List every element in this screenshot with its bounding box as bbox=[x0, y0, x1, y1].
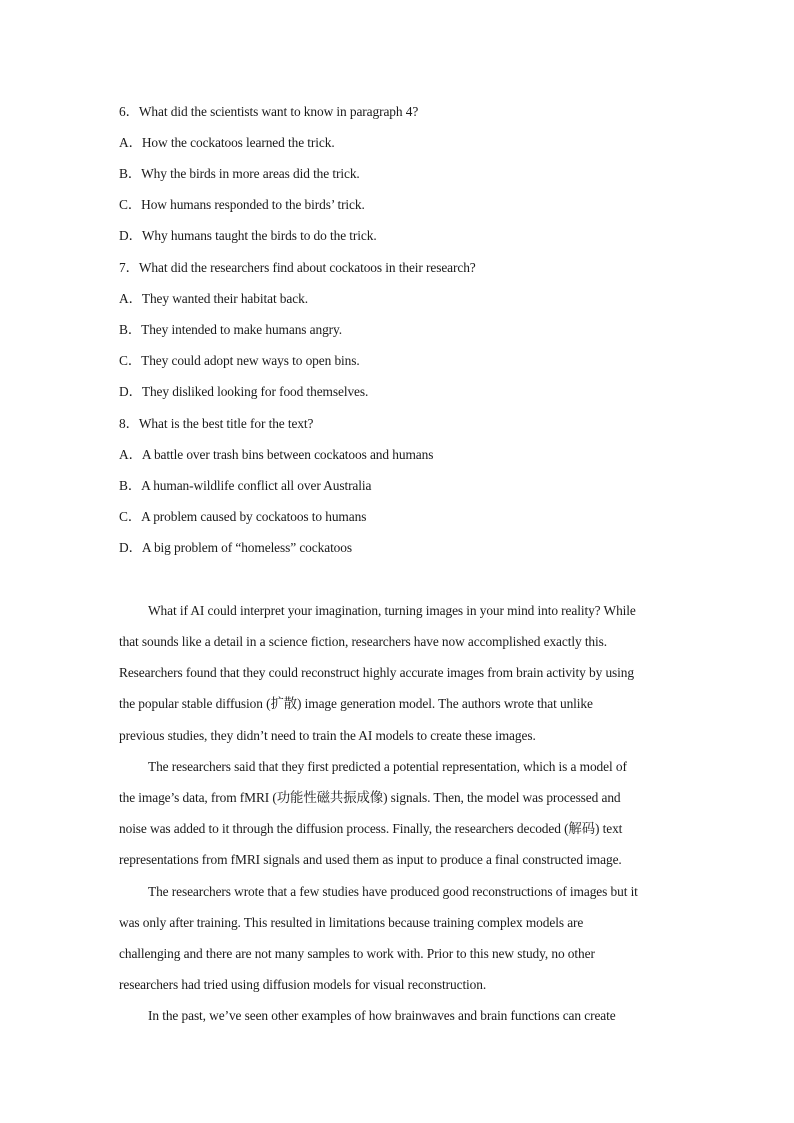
question-8-option-c: C．A problem caused by cockatoos to humans bbox=[119, 509, 367, 524]
passage-p4-line: In the past, we’ve seen other examples of how brainwaves and brain functions can create bbox=[148, 1008, 616, 1023]
passage-p2-line: representations from fMRI signals and used them as input to produce a final constructed image. bbox=[119, 852, 622, 867]
question-6-option-d: D．Why humans taught the birds to do the trick. bbox=[119, 228, 377, 243]
passage-p1-line: previous studies, they didn’t need to train the AI models to create these images. bbox=[119, 728, 536, 743]
question-6-option-b: B．Why the birds in more areas did the trick. bbox=[119, 166, 360, 181]
passage-p3-line: The researchers wrote that a few studies have produced good reconstructions of images but it bbox=[148, 884, 638, 899]
passage-p3-line: challenging and there are not many samples to work with. Prior to this new study, no other bbox=[119, 946, 595, 961]
passage-p2-line: the image’s data, from fMRI (功能性磁共振成像) signals. Then, the model was processed and bbox=[119, 790, 621, 805]
question-6-option-c: C．How humans responded to the birds’ trick. bbox=[119, 197, 365, 212]
question-8-option-a: A．A battle over trash bins between cockatoos and humans bbox=[119, 447, 434, 462]
question-7-option-b: B．They intended to make humans angry. bbox=[119, 322, 343, 337]
question-6-stem: 6．What did the scientists want to know in paragraph 4? bbox=[119, 104, 419, 119]
question-7-option-a: A．They wanted their habitat back. bbox=[119, 291, 308, 306]
passage-p1-line: that sounds like a detail in a science fiction, researchers have now accomplished exactly this. bbox=[119, 634, 608, 649]
passage-p2-line: noise was added to it through the diffusion process. Finally, the researchers decoded (解码) text bbox=[119, 821, 623, 836]
question-8-option-b: B．A human-wildlife conflict all over Australia bbox=[119, 478, 372, 493]
question-7-stem: 7．What did the researchers find about cockatoos in their research? bbox=[119, 260, 476, 275]
passage-p3-line: was only after training. This resulted in limitations because training complex models are bbox=[119, 915, 584, 930]
question-6-option-a: A．How the cockatoos learned the trick. bbox=[119, 135, 335, 150]
question-8-option-d: D．A big problem of “homeless” cockatoos bbox=[119, 540, 352, 555]
question-7-option-d: D．They disliked looking for food themselves. bbox=[119, 384, 369, 399]
passage-p1-line: What if AI could interpret your imagination, turning images in your mind into reality? While bbox=[148, 603, 636, 618]
passage-p1-line: Researchers found that they could reconstruct highly accurate images from brain activity by using bbox=[119, 665, 634, 680]
question-7-option-c: C．They could adopt new ways to open bins. bbox=[119, 353, 360, 368]
passage-p1-line: the popular stable diffusion (扩散) image generation model. The authors wrote that unlike bbox=[119, 696, 593, 711]
passage-p2-line: The researchers said that they first predicted a potential representation, which is a model of bbox=[148, 759, 627, 774]
passage-p3-line: researchers had tried using diffusion models for visual reconstruction. bbox=[119, 977, 487, 992]
question-8-stem: 8．What is the best title for the text? bbox=[119, 416, 314, 431]
